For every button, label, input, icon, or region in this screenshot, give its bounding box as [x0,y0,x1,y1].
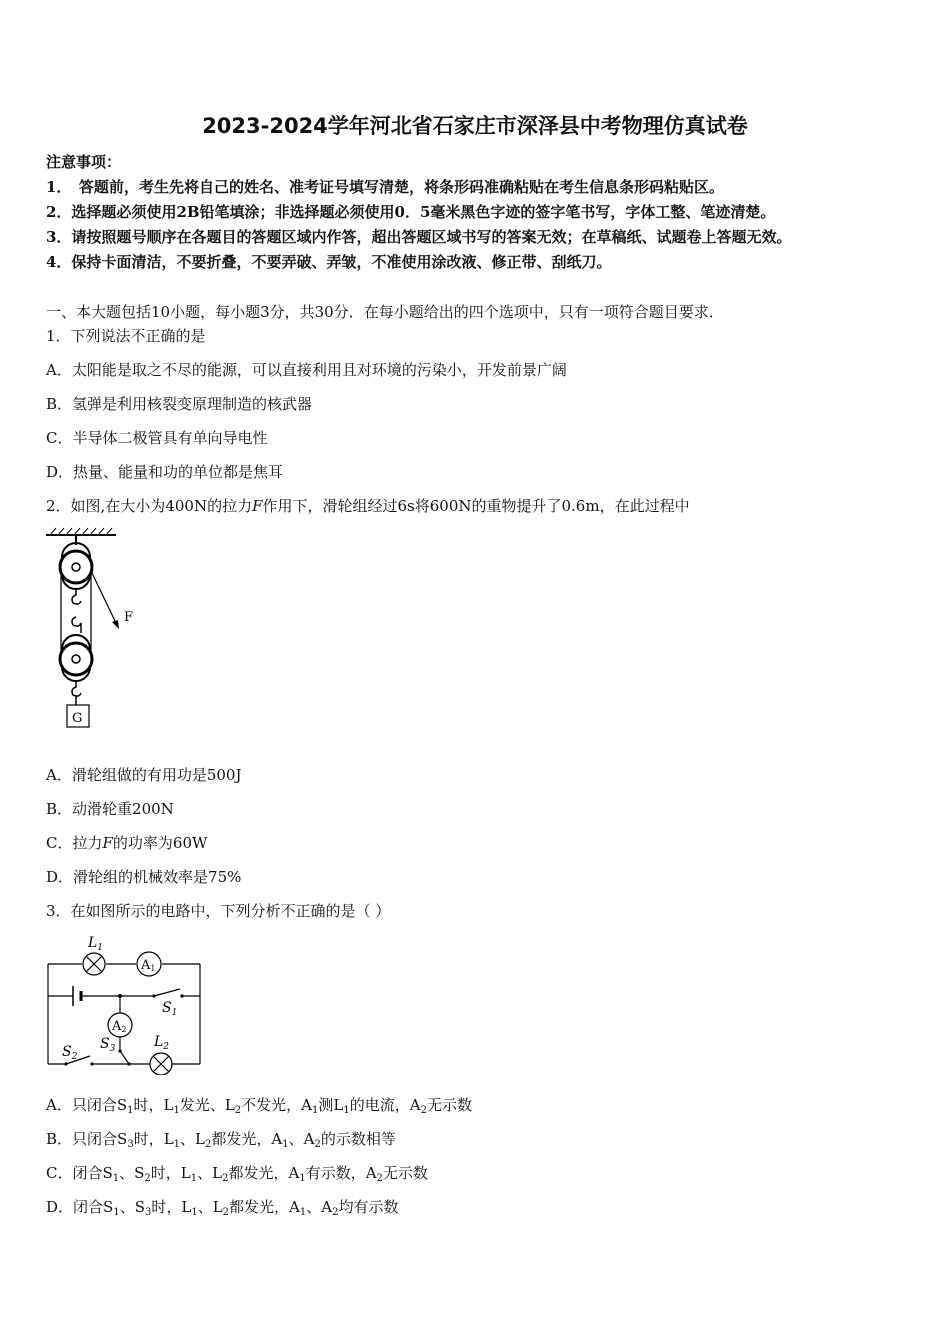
pulley-figure [40,525,150,735]
force-label: F [124,610,134,625]
q3-option-d: D．闭合$S_1$、$S_3$时，$L_1$、$L_2$都发光，$A_1$、$A_2$均有示数 [46,1198,399,1218]
q2-option-c: C．拉力F的功率为60W [46,834,208,852]
q2-option-b: B．动滑轮重200N [46,800,174,818]
notice-heading: 注意事项： [46,153,122,171]
q1-option-c: C．半导体二极管具有单向导电性 [46,429,268,447]
q1-option-b: B．氢弹是利用核裂变原理制造的核武器 [46,395,313,413]
label-L2: $L_2$ [154,1034,170,1052]
label-A2: A2 [112,1019,127,1034]
label-S2: $S_2$ [62,1044,78,1062]
q3-option-a: A．只闭合$S_1$时，$L_1$发光、$L_2$不发光，$A_1$测$L_1$的电流，$A_2$无示数 [46,1096,472,1116]
circuit-figure [40,930,215,1075]
page-title: 2023-2024学年河北省石家庄市深泽县中考物理仿真试卷 [202,114,748,138]
q3-stem: 3．在如图所示的电路中，下列分析不正确的是（ ） [46,902,391,920]
q1-option-a: A．太阳能是取之不尽的能源，可以直接利用且对环境的污染小，开发前景广阔 [46,361,567,379]
q3-option-b: B．只闭合$S_3$时，$L_1$、$L_2$都发光，$A_1$、$A_2$的示数相等 [46,1130,396,1150]
q1-stem: 1．下列说法不正确的是 [46,327,206,345]
label-A1: A1 [141,958,156,973]
notice-item: 4．保持卡面清洁，不要折叠，不要弄破、弄皱，不准使用涂改液、修正带、刮纸刀。 [46,253,612,271]
notice-item: 3．请按照题号顺序在各题目的答题区域内作答，超出答题区域书写的答案无效；在草稿纸、试题卷上答题无效。 [46,228,792,246]
label-S3: $S_3$ [100,1036,116,1054]
section-heading: 一、本大题包括10小题，每小题3分，共30分．在每小题给出的四个选项中，只有一项符合题目要求． [46,303,724,321]
q3-option-c: C．闭合$S_1$、$S_2$时，$L_1$、$L_2$都发光，$A_1$有示数，$A_2$无示数 [46,1164,428,1184]
label-S1: $S_1$ [162,1000,178,1018]
q2-option-a: A．滑轮组做的有用功是500J [46,766,242,784]
q2-stem: 2．如图,在大小为400N的拉力F作用下，滑轮组经过6s将600N的重物提升了0.6m，在此过程中 [46,497,690,515]
notice-item: 2．选择题必须使用2B铅笔填涂；非选择题必须使用0．5毫米黑色字迹的签字笔书写，字体工整、笔迹清楚。 [46,203,776,221]
q2-option-d: D．滑轮组的机械效率是75% [46,868,242,886]
label-L1: $L_1$ [88,935,104,953]
weight-label: G [72,711,83,726]
notice-item: 1． 答题前，考生先将自己的姓名、准考证号填写清楚，将条形码准确粘贴在考生信息条形码粘贴区。 [46,178,724,196]
q1-option-d: D．热量、能量和功的单位都是焦耳 [46,463,284,481]
